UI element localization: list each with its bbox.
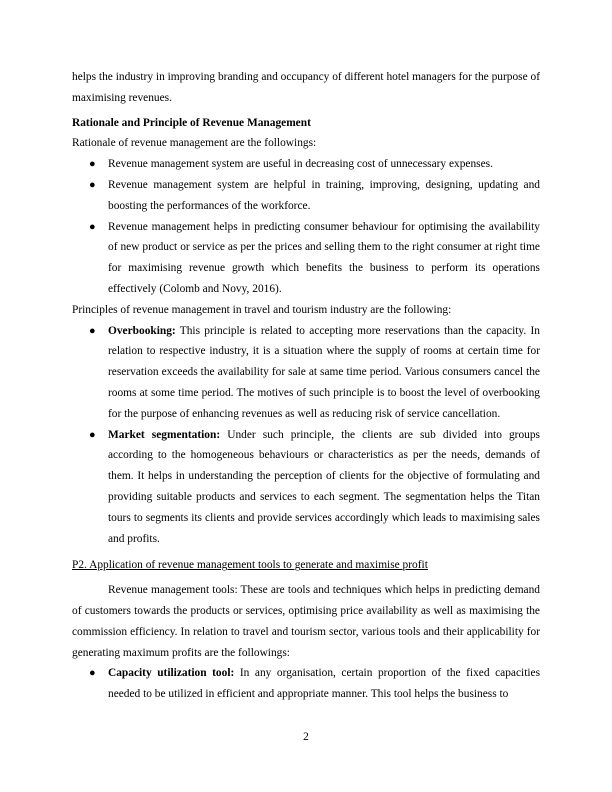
bullet-icon: ● (89, 324, 96, 337)
list-item (72, 175, 540, 217)
term-label: Market segmentation: (108, 428, 221, 441)
term-label: Capacity utilization tool: (108, 667, 235, 680)
bullet-icon: ● (89, 178, 96, 191)
principles-list (72, 321, 540, 550)
bullet-icon: ● (89, 158, 96, 171)
term-description: In any organisation, certain proportion of the fixed capacities needed to be utilized in efficient and appropriate manner. This tool helps the business to (108, 667, 541, 701)
list-item-text: Revenue management system are helpful in training, improving, designing, updating and boosting the performances of the workforce. (108, 178, 540, 212)
list-item-text (108, 321, 540, 425)
section-heading-rationale: Rationale and Principle of Revenue Management (72, 116, 311, 129)
list-item-text: Revenue management system are useful in decreasing cost of unnecessary expenses. (108, 158, 493, 171)
document-page (72, 67, 540, 705)
intro-paragraph: helps the industry in improving branding and occupancy of different hotel managers for the purpose of maximising revenues. (72, 71, 540, 104)
tools-list (72, 663, 540, 705)
tools-intro: Revenue management tools: These are tools and techniques which helps in predicting demand of customers towards the products or services, optimising price availability as well as maximising the commission efficiency. In relation to travel and tourism sector, various tools and their applicability for generating maximum profits are the followings: (72, 584, 540, 659)
list-item (72, 321, 540, 425)
bullet-icon: ● (89, 667, 96, 680)
principles-intro: Principles of revenue management in travel and tourism industry are the following: (72, 303, 452, 316)
term-label: Overbooking: (108, 324, 176, 337)
bullet-icon: ● (89, 220, 96, 233)
rationale-list (72, 154, 540, 300)
page-number: 2 (303, 731, 309, 743)
list-item (72, 663, 540, 705)
term-description: This principle is related to accepting more reservations than the capacity. In relation to respective industry, it is a situation where the supply of rooms at certain time for reservation exceeds the availability for sale at same time period. Various consumers cancel the rooms at some time period. The motives of such principle is to boost the level of overbooking for the purpose of enhancing revenues as well as reducing risk of service cancellation. (108, 324, 540, 420)
bullet-icon: ● (89, 428, 96, 441)
term-description: Under such principle, the clients are sub divided into groups according to the homogeneous behaviours or characteristics as per the needs, demands of them. It helps in understanding the perception of clients for the objective of formulating and providing suitable products and services to each segment. The segmentation helps the Titan tours to segments its clients and provide services accordingly which leads to maximising sales and profits. (108, 428, 540, 545)
list-item-text (108, 425, 540, 550)
list-item-text: Revenue management helps in predicting consumer behaviour for optimising the availability of new product or service as per the prices and selling them to the right consumer at right time for maximising revenue growth which benefits the business to perform its operations effectively (Colomb and Novy, 2016). (108, 220, 540, 295)
list-item-text (108, 663, 540, 705)
rationale-intro: Rationale of revenue management are the followings: (72, 137, 317, 150)
section-heading-p2: P2. Application of revenue management tools to generate and maximise profit (72, 559, 428, 572)
list-item (72, 217, 540, 300)
list-item (72, 154, 540, 175)
list-item (72, 425, 540, 550)
